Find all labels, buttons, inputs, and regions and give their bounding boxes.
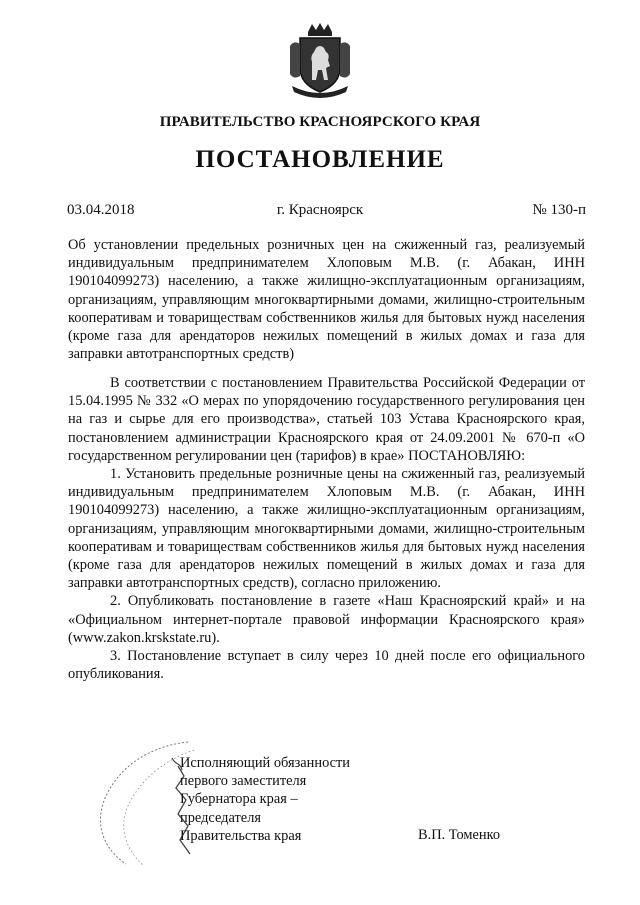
signature-block <box>180 754 350 845</box>
krasnoyarsk-coat-of-arms-icon <box>286 22 354 98</box>
document-subject: Об установлении предельных розничных цен на сжиженный газ, реализуемый индивидуальным предпринимателем Хлоповым М.В. (г. Абакан, ИНН 190104099273) населению, а также жилищно-эксплуатационным организациям, организациям, управляющим многоквартирными домами, жилищно-строительным кооперативам и товариществам собственников жилья для бытовых нужд населения (кроме газа для арендаторов нежилых помещений в жилых домах и газа для заправки автотранспортных средств) <box>68 237 585 363</box>
signer-name: В.П. Томенко <box>418 827 501 843</box>
item-2-paragraph: 2. Опубликовать постановление в газете «Наш Красноярский край» и на «Официальном интернет-портале правовой информации Красноярского края» (www.zakon.krskstate.ru). <box>68 593 585 646</box>
signature-line-5: Правительства края <box>180 827 302 844</box>
item-3-paragraph: 3. Постановление вступает в силу через 10 дней после его официального опубликования. <box>68 648 585 683</box>
document-city: г. Красноярск <box>276 202 364 218</box>
signature-line-4: председателя <box>180 809 261 826</box>
document-number: № 130-п <box>532 202 586 218</box>
preamble-paragraph: В соответствии с постановлением Правительства Российской Федерации от 15.04.1995 № 332 «О мерах по упорядочению государственного регулирования цен на газ и сырье для его производства», статьей 103 Устава Красноярского края, постановлением администрации Красноярского края от 24.09.2001 № 670-п «О государственном регулировании цен (тарифов) в крае» ПОСТАНОВЛЯЮ: <box>68 375 585 464</box>
document-type-title: ПОСТАНОВЛЕНИЕ <box>195 146 445 173</box>
document-date: 03.04.2018 <box>67 202 135 218</box>
signature-line-2: первого заместителя <box>180 773 307 790</box>
signature-line-1: Исполняющий обязанности <box>180 755 351 771</box>
document-body <box>68 374 585 683</box>
item-1-paragraph: 1. Установить предельные розничные цены на сжиженный газ, реализуемый индивидуальным предпринимателем Хлоповым М.В. (г. Абакан, ИНН 190104099273) населению, а также жилищно-эксплуатационным организациям, организациям, управляющим многоквартирными домами, жилищно-строительным кооперативам и товариществам собственников жилья для бытовых нужд населения (кроме газа для арендаторов нежилых помещений в жилых домах и газа для заправки автотранспортных средств), согласно приложению. <box>68 466 585 592</box>
government-title: ПРАВИТЕЛЬСТВО КРАСНОЯРСКОГО КРАЯ <box>159 114 481 130</box>
signature-line-3: Губернатора края – <box>180 791 298 808</box>
